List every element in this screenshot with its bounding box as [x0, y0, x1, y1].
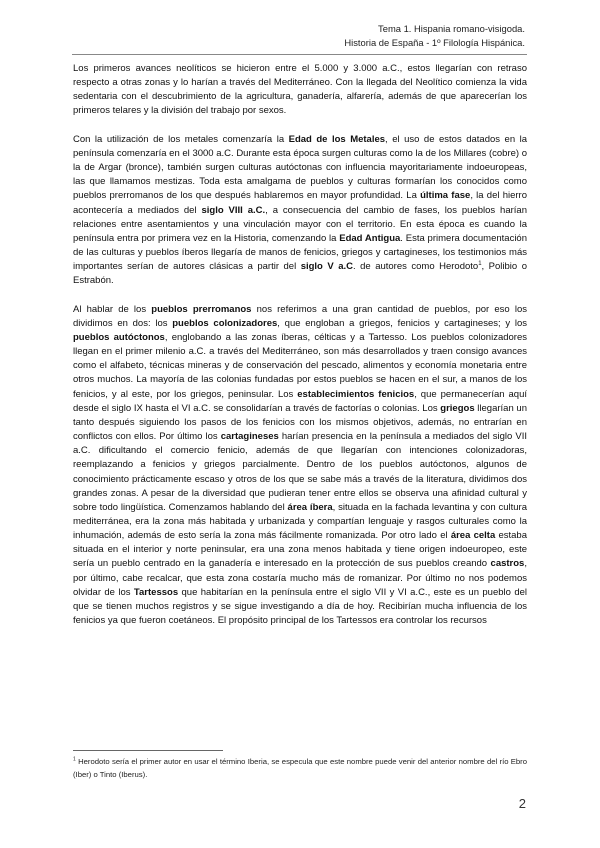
bold-term: establecimientos fenicios: [297, 388, 415, 400]
bold-term: última fase: [420, 190, 471, 202]
bold-term: área íbera: [287, 501, 333, 513]
bold-term: castros: [490, 558, 525, 570]
footnote-divider: [73, 750, 223, 751]
document-body: [73, 62, 527, 642]
page-number: 2: [518, 796, 526, 811]
bold-term: área celta: [450, 530, 496, 542]
bold-term: pueblos colonizadores: [172, 317, 278, 329]
page-header: [344, 22, 525, 50]
paragraph-neolithic: Los primeros avances neolíticos se hicieron entre el 5.000 y 3.000 a.C., estos llegarían con retraso respecto a otras zonas y lo harían a través del Mediterráneo. Con la llegada del Neolítico comienza la vida sedentaria con el descubrimiento de la agricultura, ganadería, alfarería, además de que aparecerían los primeros telares y la división del trabajo por sexos.: [73, 63, 527, 117]
bold-term: cartagineses: [220, 431, 279, 443]
bold-term: Edad Antigua: [339, 232, 401, 244]
footnote-marker: 1: [73, 756, 76, 763]
header-divider: [72, 54, 527, 55]
bold-term: siglo VIII a.C.: [201, 204, 266, 216]
header-course-title: Tema 1. Hispania romano-visigoda.: [378, 23, 525, 34]
bold-term: pueblos prerromanos: [151, 303, 252, 315]
bold-term: griegos: [440, 402, 475, 414]
bold-term: pueblos autóctonos: [73, 331, 165, 343]
paragraph-prerroman-peoples: Al hablar de los pueblos prerromanos nos referimos a una gran cantidad de pueblos, por eso los dividimos en dos: los pueblos colonizadores, que engloban a griegos, fenicios y cartagineses; y los pueblos autóctonos, englobando a las zonas íberas, célticas y a Tartesso. Los pueblos colonizadores llegan en el primer milenio a.C. a través del Mediterráneo, son más desarrollados y traen consigo avances como el alfabeto, técnicas mineras y de conservación del pescado, alimentos y economía monetaria entre otros muchos. La mayoría de las colonias fundadas por estos pueblos se hacen en el sur, a manos de los fenicios, y al este, por los griegos, peninsular. Los establecimientos fenicios, que permanecerían aquí desde el siglo IX hasta el VI a.C. se consolidarían a través de factorías o colonias. Los griegos llegarían un tanto después siguiendo los pasos de los fenicios con los mismos objetivos, además, no entrarían en conflictos con ellos. Por último los cartagineses harían presencia en la península a mediados del siglo VII a.C. dificultando el comercio fenicio, además de que llegarían con intenciones colonizadoras, reemplazando a fenicios y griegos parcialmente. Dentro de los pueblos autóctonos, algunos de conocimiento prácticamente escaso y otros de los que se sabe más a través de la literatura, dividimos dos grandes zonas. A pesar de la diversidad que pudieran tener entre ellos se observa una afinidad cultural y sobre todo lingüística. Comenzamos hablando del área íbera, situada en la fachada levantina y con cultura mediterránea, era la zona más habitada y urbanizada y compartían lenguaje y rasgos culturales como la inhumación, además de esto sería la zona más fácilmente romanizada. Por otro lado el área celta estaba situada en el interior y norte peninsular, era una zona menos habitada y tiene origen indoeuropeo, este sería un pueblo centrado en la ganadería e interesado en la protección de sus pueblos creando castros, por último, cabe recalcar, que esta zona costaría mucho más de romanizar. Por último no nos podemos olvidar de los Tartessos que habitarían en la península entre el siglo VII y VI a.C., este es un pueblo del que se tienen muchos registros y se sigue investigando a día de hoy. Recibirían mucha influencia de los fenicios ya que fueron coetáneos. El propósito principal de los Tartessos era controlar los recursos: [73, 303, 528, 627]
bold-term: siglo V a.C: [300, 261, 353, 273]
bold-term: Edad de los Metales: [288, 133, 386, 145]
footnote-text: Herodoto sería el primer autor en usar el término Iberia, se especula que este nombre puede venir del anterior nombre del río Ebro (Iber) o Tinto (Iberus).: [73, 757, 527, 779]
footnote-reference[interactable]: 1: [478, 261, 482, 268]
header-subject: Historia de España - 1º Filología Hispánica.: [344, 37, 525, 48]
footnote: [73, 756, 527, 781]
bold-term: Tartessos: [133, 586, 179, 598]
paragraph-metal-age: Con la utilización de los metales comenzaría la Edad de los Metales, el uso de estos datados en la península comenzaría en el 3000 a.C. Durante esta época surgen culturas como la de los Millares (cobre) o la de Argar (bronce), también surgen culturas autóctonas con influencia mayoritariamente indoeuropeas, las que llamamos mestizas. Toda esta amalgama de pueblos y culturas formarían los conocidos como pueblos prerromanos de los que después hablaremos en mayor profundidad. La última fase, la del hierro acontecería a mediados del siglo VIII a.C., a consecuencia del cambio de fases, los pueblos harían relaciones entre asentamientos y una vinculación mayor con el territorio. En esta época es cuando la península entra por primera vez en la Historia, comenzando la Edad Antigua. Esta primera documentación de las culturas y pueblos íberos llegaría de manos de fenicios, griegos y cartagineses, los testimonios más importantes serían de autores clásicas a partir del siglo V a.C. de autores como Herodoto$^1$, Polibio o Estrabón.: [73, 133, 528, 287]
